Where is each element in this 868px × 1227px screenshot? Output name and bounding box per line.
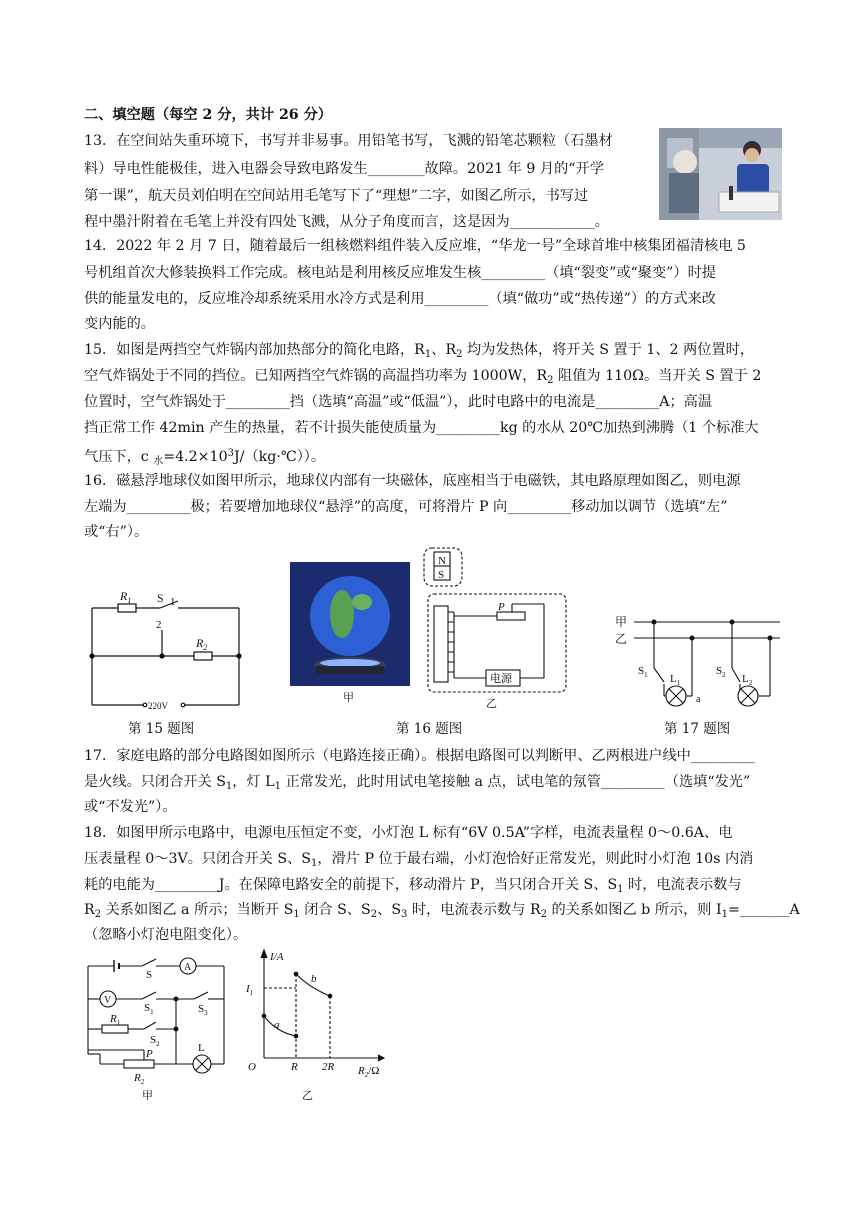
- section-title: 二、填空题（每空 2 分，共计 26 分）: [84, 107, 332, 123]
- q13-line1: 13．在空间站失重环境下，书写并非易事。用铅笔书写，飞溅的铅笔芯颗粒（石墨材: [84, 133, 613, 149]
- label-power: 电源: [490, 673, 512, 685]
- fig18-label-ammeter: A: [184, 962, 192, 973]
- figure-18-graph: [244, 946, 394, 1106]
- label-s-magnet: S: [438, 569, 445, 581]
- q15-line5: 气压下，c $_水=4.2\times 10^3J/(kg\cdot℃)$）。: [84, 448, 326, 467]
- figure-18-circuit: [84, 954, 234, 1104]
- q13-line2: 料）导电性能极佳，进入电器会导致电路发生________故障。2021 年 9 月的“开学: [84, 161, 604, 177]
- label-n: N: [438, 555, 446, 567]
- label-2: 2: [156, 619, 162, 631]
- label-s1-17: $S_1$: [638, 665, 648, 679]
- caption-17: 第 17 题图: [664, 721, 731, 737]
- q16-line1: 16．磁悬浮地球仪如图甲所示，地球仪内部有一块磁体，底座相当于电磁铁，其电路原理如图乙，则电源: [84, 473, 741, 489]
- caption-16: 第 16 题图: [396, 721, 463, 737]
- label-jia-17: 甲: [615, 615, 628, 629]
- graph-origin: O: [248, 1061, 256, 1073]
- label-s2-17: $S_2$: [716, 665, 726, 679]
- fig18-label-s: S: [146, 969, 153, 981]
- q18-line1: 18．如图甲所示电路中，电源电压恒定不变，小灯泡 L 标有“6V 0.5A”字样，电流表量程 0～0.6A、电: [84, 825, 733, 841]
- fig18-label-s2: $S_2$: [150, 1034, 160, 1048]
- fig18-label-r2: $R_2$: [134, 1072, 145, 1086]
- graph-tick-2r: 2R: [322, 1061, 335, 1073]
- graph-tick-r: R: [291, 1061, 298, 1073]
- figure-16-circuit: [420, 546, 570, 711]
- figure-16-globe: [290, 562, 410, 686]
- q15-line3: 位置时，空气炸锅处于_________挡（选填“高温”或“低温”），此时电路中的电流是_________A；高温: [84, 394, 713, 410]
- fig18-label-voltmeter: V: [104, 995, 112, 1006]
- label-yi-16: 乙: [486, 698, 497, 710]
- label-a-17: a: [696, 694, 701, 705]
- fig18-label-s3: $S_3$: [198, 1003, 208, 1017]
- resistor-r2: [194, 652, 212, 660]
- figure-15-circuit: [84, 588, 249, 713]
- q18-line3: 耗的电能为_________J。在保障电路安全的前提下，移动滑片 P，当只闭合开关 S、$S_1$ 时，电流表示数与: [84, 877, 742, 895]
- graph-ylabel: I/A: [270, 951, 284, 963]
- graph-label-yi: 乙: [302, 1090, 313, 1102]
- q14-line3: 供的能量发电的，反应堆冷却系统采用水冷方式是利用_________（填“做功”或“热传递”）的方式来改: [84, 291, 716, 307]
- label-jia-16: 甲: [343, 691, 354, 704]
- label-s: S: [157, 591, 164, 605]
- fig18-label-s1: $S_1$: [144, 1002, 154, 1016]
- caption-15: 第 15 题图: [128, 721, 195, 737]
- q15-line1: 15．如图是两挡空气炸锅内部加热部分的简化电路，$R_1$、$R_2$ 均为发热体，将开关 S 置于 1、2 两位置时，: [84, 342, 755, 360]
- q18-line5: （忽略小灯泡电阻变化）。: [84, 927, 248, 943]
- q16-line2: 左端为_________极；若要增加地球仪“悬浮”的高度，可将滑片 P 向_________移动加以调节（选填“左”: [84, 499, 728, 515]
- resistor-r1: [118, 604, 136, 612]
- q17-line1: 17．家庭电路的部分电路图如图所示（电路连接正确）。根据电路图可以判断甲、乙两根进户线中_________: [84, 748, 755, 764]
- graph-xlabel: $R_2/\Omega$: [358, 1065, 380, 1079]
- fig18-label-r1: $R_1$: [110, 1013, 121, 1027]
- graph-i1: $I_1$: [246, 983, 254, 997]
- fig18-label-l: L: [198, 1042, 205, 1054]
- label-220v: 220V: [148, 701, 168, 711]
- q16-line3: 或“右”）。: [84, 524, 149, 540]
- label-r1: $R_1$: [120, 589, 132, 605]
- q18-line2: 压表量程 0～3V。只闭合开关 S、$S_1$，滑片 P 位于最右端，小灯泡恰好正常发光，则此时小灯泡 10s 内消: [84, 851, 754, 869]
- label-l2-17: $L_2$: [742, 673, 753, 687]
- q14-line1: 14．2022 年 2 月 7 日，随着最后一组核燃料组件装入反应堆，“华龙一号”全球首堆中核集团福清核电 5: [84, 238, 746, 254]
- label-l1-17: $L_1$: [670, 673, 681, 687]
- label-1: 1: [170, 596, 176, 608]
- label-yi-17: 乙: [615, 632, 628, 646]
- q13-line3: 第一课”，航天员刘伯明在空间站用毛笔写下了“理想”二字，如图乙所示，书写过: [84, 188, 589, 204]
- graph-label-b: b: [311, 973, 317, 985]
- q17-line2: 是火线。只闭合开关 $S_1$，灯 $L_1$ 正常发光，此时用试电笔接触 a 点，试电笔的氖管_________（选填“发光”: [84, 774, 751, 792]
- q17-line3: 或“不发光”）。: [84, 799, 177, 815]
- q13-line4: 程中墨汁附着在毛笔上并没有四处飞溅，从分子角度而言，这是因为____________。: [84, 214, 609, 230]
- q14-line2: 号机组首次大修装换料工作完成。核电站是利用核反应堆发生核_________（填“裂变”或“聚变”）时提: [84, 265, 716, 281]
- q14-line4: 变内能的。: [84, 316, 155, 332]
- fig18-label-jia: 甲: [142, 1090, 153, 1102]
- astronaut-photo: [659, 128, 782, 220]
- figure-17-circuit: [612, 612, 782, 710]
- q18-line4: $R_2$ 关系如图乙 a 所示；当断开 $S_1$ 闭合 S、$S_2$、$S_3$ 时，电流表示数与 $R_2$ 的关系如图乙 b 所示，则 $I_1=\_\_\_\_\_\_\_A$: [84, 902, 800, 920]
- fig18-label-p: P: [146, 1048, 153, 1060]
- label-r2: $R_2$: [196, 636, 208, 652]
- graph-label-a: a: [274, 1019, 280, 1031]
- q15-line4: 挡正常工作 42min 产生的热量，若不计损失能使质量为_________kg 的水从 20℃加热到沸腾（1 个标准大: [84, 420, 759, 436]
- q15-line2: 空气炸锅处于不同的挡位。已知两挡空气炸锅的高温挡功率为 1000W，$R_2$ 阻值为 110Ω。当开关 S 置于 2: [84, 368, 762, 386]
- label-p-16: P: [498, 601, 505, 613]
